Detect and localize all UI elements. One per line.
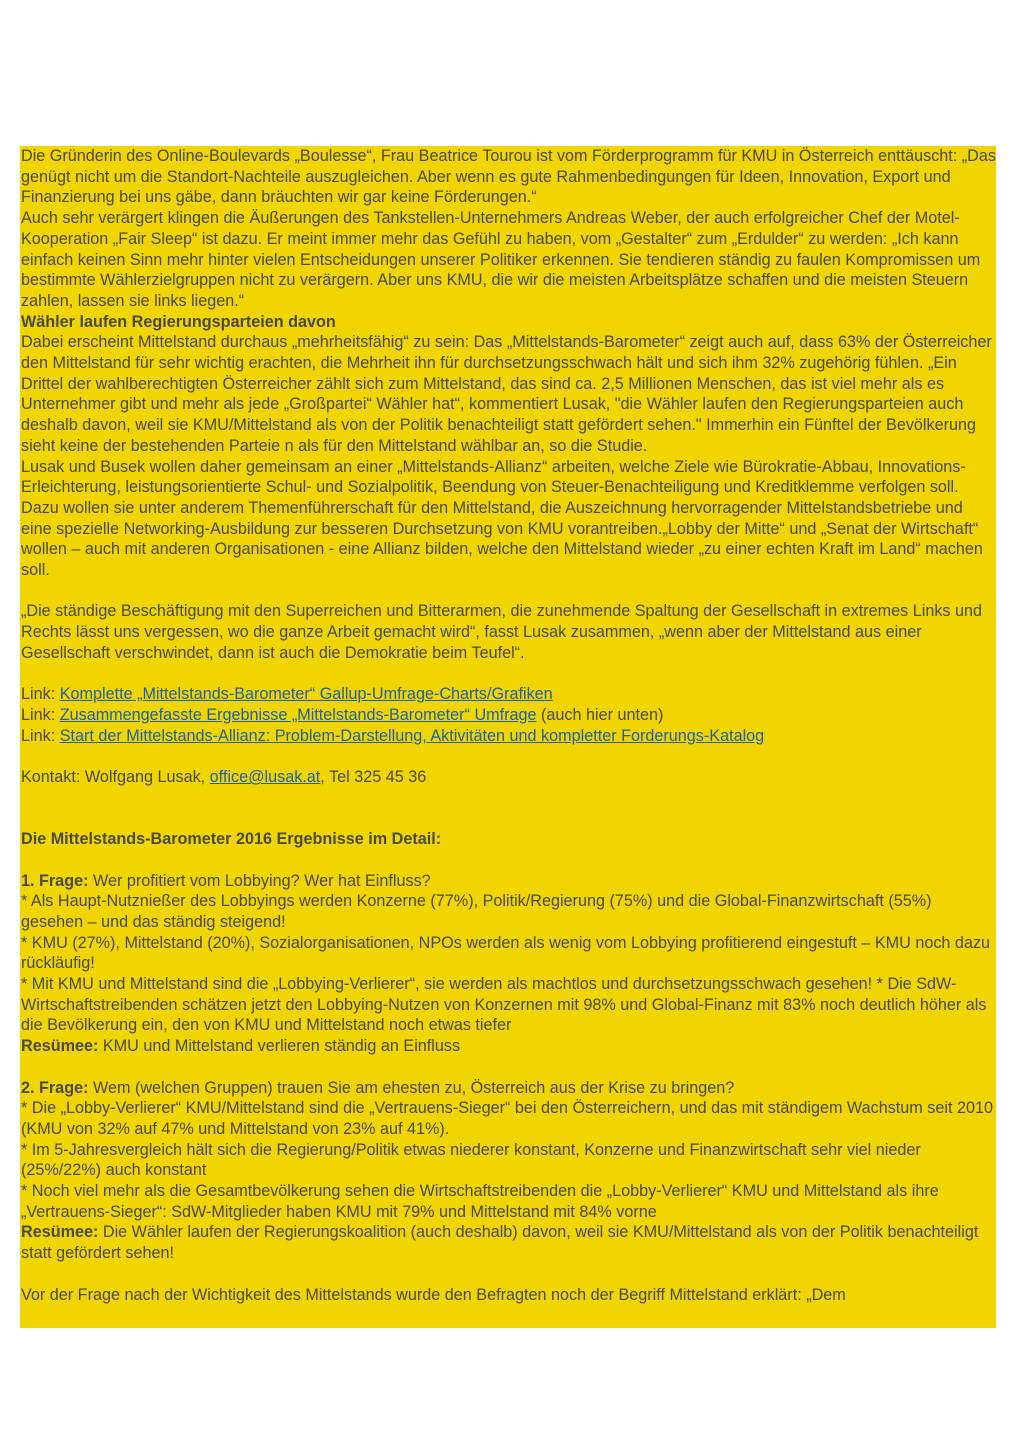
- results-heading: Die Mittelstands-Barometer 2016 Ergebnisse im Detail:: [21, 830, 442, 849]
- link-line-charts: Link: Komplette „Mittelstands-Barometer“ Gallup-Umfrage-Charts/Grafiken: [21, 685, 553, 704]
- link-line-results: Link: Zusammengefasste Ergebnisse „Mittelstands-Barometer“ Umfrage (auch hier unten): [21, 705, 664, 724]
- question-1-bullet-2: * KMU (27%), Mittelstand (20%), Sozialorganisationen, NPOs werden als wenig vom Lobbying profitierend eingestuft – KMU noch dazu rückläufig!: [21, 933, 991, 973]
- question-2-bullet-2: * Im 5-Jahresvergleich hält sich die Regierung/Politik etwas niederer konstant, Konzerne und Finanzwirtschaft sehr viel nieder (25%/22%) auch konstant: [21, 1140, 921, 1180]
- link-allianz-start[interactable]: Start der Mittelstands-Allianz: Problem-Darstellung, Aktivitäten und kompletter Forderungs-Katalog: [59, 726, 765, 745]
- document-page: [20, 146, 996, 1328]
- section-heading-waehler: Wähler laufen Regierungsparteien davon: [21, 312, 336, 331]
- link-barometer-results[interactable]: Zusammengefasste Ergebnisse „Mittelstands-Barometer“ Umfrage: [59, 705, 537, 724]
- question-1-bullet-1: * Als Haupt-Nutznießer des Lobbyings werden Konzerne (77%), Politik/Regierung (75%) und die Global-Finanzwirtschaft (55%) gesehen – und das ständig steigend!: [21, 892, 932, 931]
- paragraph-allianz: Lusak und Busek wollen daher gemeinsam an einer „Mittelstands-Allianz“ arbeiten, welche Ziele wie Bürokratie-Abbau, Innovations-Erleichterung, leistungsorientierte Schul- und Sozialpolitik, Beendung von Steuer-Benachteiligung und Kreditklemme verfolgen soll. Dazu wollen sie unter anderem Themenführerschaft für den Mittelstand, die Auszeichnung hervorragender Mittelstandsbetriebe und eine spezielle Networking-Ausbildung zur besseren Durchsetzung von KMU vorantreiben.„Lobby der Mitte“ und „Senat der Wirtschaft“ wollen – auch mit anderen Organisationen - eine Allianz bilden, welche den Mittelstand wieder „zu einer echten Kraft im Land“ machen soll.: [21, 457, 983, 580]
- question-1-summary: Resümee: KMU und Mittelstand verlieren ständig an Einfluss: [21, 1037, 461, 1056]
- question-2-summary: Resümee: Die Wähler laufen der Regierungskoalition (auch deshalb) davon, weil sie KMU/Mittelstand als von der Politik benachteiligt statt gefördert sehen!: [21, 1223, 979, 1263]
- paragraph-weber: Auch sehr verärgert klingen die Äußerungen des Tankstellen-Unternehmers Andreas Weber, der auch erfolgreicher Chef der Motel-Kooperation „Fair Sleep“ ist dazu. Er meint immer mehr das Gefühl zu haben, vom „Gestalter“ zum „Erdulder“ zu werden: „Ich kann einfach keinen Sinn mehr hinter vielen Entscheidungen unserer Politiker erkennen. Sie tendieren ständig zu faulen Kompromissen um bestimmte Wählerzielgruppen nicht zu verärgern. Aber uns KMU, die wir die meisten Arbeitsplätze schaffen und die meisten Steuern zahlen, lassen sie links liegen.“: [21, 209, 981, 310]
- contact-email-link[interactable]: office@lusak.at: [209, 768, 321, 787]
- paragraph-tourou: Die Gründerin des Online-Boulevards „Boulesse“, Frau Beatrice Tourou ist vom Förderprogramm für KMU in Österreich enttäuscht: „Das genügt nicht um die Standort-Nachteile auszugleichen. Aber wenn es gute Rahmenbedingungen für Ideen, Innovation, Export und Finanzierung bei uns gäbe, dann bräuchten wir gar keine Förderungen.“: [21, 147, 996, 207]
- question-1-bullet-3: * Mit KMU und Mittelstand sind die „Lobbying-Verlierer“, sie werden als machtlos und durchsetzungsschwach gesehen! * Die SdW-Wirtschaftstreibenden schätzen jetzt den Lobbying-Nutzen von Konzernen mit 98% und Global-Finanz mit 83% noch deutlich höher als die Bevölkerung ein, den von KMU und Mittelstand noch etwas tiefer: [21, 975, 987, 1035]
- paragraph-quote-lusak: „Die ständige Beschäftigung mit den Superreichen und Bitterarmen, die zunehmende Spaltung der Gesellschaft in extremes Links und Rechts lässt uns vergessen, wo die ganze Arbeit gemacht wird“, fasst Lusak zusammen, „wenn aber der Mittelstand aus einer Gesellschaft verschwindet, dann ist auch die Demokratie beim Teufel“.: [21, 602, 983, 662]
- contact-line: Kontakt: Wolfgang Lusak, office@lusak.at, Tel 325 45 36: [21, 768, 427, 787]
- document-body: [20, 146, 996, 1305]
- question-2-bullet-1: * Die „Lobby-Verlierer“ KMU/Mittelstand sind die „Vertrauens-Sieger“ bei den Österreichern, und das mit ständigem Wachstum seit 2010 (KMU von 32% auf 47% und Mittelstand von 23% auf 41%).: [21, 1099, 993, 1138]
- link-barometer-charts[interactable]: Komplette „Mittelstands-Barometer“ Gallup-Umfrage-Charts/Grafiken: [59, 685, 553, 704]
- question-2-bullet-3: * Noch viel mehr als die Gesamtbevölkerung sehen die Wirtschaftstreibenden die „Lobby-Verlierer“ KMU und Mittelstand als ihre „Vertrauens-Sieger“: SdW-Mitglieder haben KMU mit 79% und Mittelstand mit 84% vorne: [21, 1182, 939, 1221]
- question-2-title: 2. Frage: Wem (welchen Gruppen) trauen Sie am ehesten zu, Österreich aus der Krise zu bringen?: [21, 1078, 735, 1097]
- link-line-allianz: Link: Start der Mittelstands-Allianz: Problem-Darstellung, Aktivitäten und kompletter Forderungs-Katalog: [21, 726, 765, 745]
- paragraph-mehrheitsfaehig: Dabei erscheint Mittelstand durchaus „mehrheitsfähig“ zu sein: Das „Mittelstands-Barometer“ zeigt auch auf, dass 63% der Österreicher den Mittelstand für sehr wichtig erachten, die Mehrheit ihn für durchsetzungsschwach hält und sich ihm 32% zugehörig fühlen. „Ein Drittel der wahlberechtigten Österreicher zählt sich zum Mittelstand, das sind ca. 2,5 Millionen Menschen, das ist viel mehr als es Unternehmer gibt und mehr als jede „Großpartei“ Wähler hat“, kommentiert Lusak, "die Wähler laufen den Regierungsparteien auch deshalb davon, weil sie KMU/Mittelstand als von der Politik benachteiligt statt gefördert sehen." Immerhin ein Fünftel der Bevölkerung sieht keine der bestehenden Parteie n als für den Mittelstand wählbar an, so die Studie.: [21, 333, 992, 455]
- question-1-title: 1. Frage: Wer profitiert vom Lobbying? Wer hat Einfluss?: [21, 871, 431, 890]
- paragraph-closing: Vor der Frage nach der Wichtigkeit des Mittelstands wurde den Befragten noch der Begriff Mittelstand erklärt: „Dem: [21, 1285, 846, 1304]
